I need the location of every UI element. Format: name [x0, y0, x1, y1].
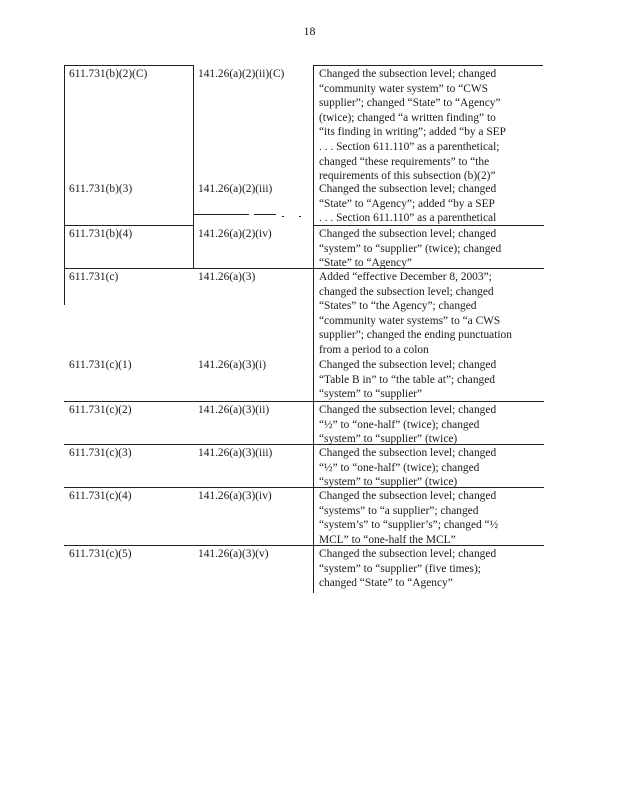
section-cell: 611.731(b)(4) [69, 228, 133, 240]
change-line: “systems” to “a supplier”; changed [319, 504, 479, 517]
change-line: MCL” to “one-half the MCL” [319, 533, 456, 546]
change-line: “system” to “supplier” (twice); changed [319, 242, 502, 255]
section-cell: 611.731(c)(4) [69, 490, 132, 502]
change-line: “system” to “supplier” (twice) [319, 433, 458, 446]
change-line: “Table B in” to “the table at”; changed [319, 373, 495, 386]
change-line: “system” to “supplier” (twice) [319, 476, 458, 489]
federal-cell: 141.26(a)(3) [198, 271, 256, 283]
change-line: “community water systems” to “a CWS [319, 314, 501, 327]
section-cell: 611.731(c)(3) [69, 447, 132, 459]
change-line: Changed the subsection level; changed [319, 68, 497, 80]
change-line: supplier”; changed the ending punctuation [319, 329, 512, 342]
section-cell: 611.731(b)(3) [69, 183, 133, 195]
change-line: Changed the subsection level; changed [319, 447, 497, 459]
change-line: Added “effective December 8, 2003”; [319, 271, 492, 283]
change-line: . . . Section 611.110” as a parenthetical [319, 212, 497, 225]
change-line: Changed the subsection level; changed [319, 548, 497, 560]
page-number: 18 [303, 24, 316, 38]
section-cell: 611.731(b)(2)(C) [69, 68, 148, 80]
federal-cell: 141.26(a)(3)(iii) [198, 447, 273, 459]
change-line: changed “State” to “Agency” [319, 577, 453, 590]
change-line: supplier”; changed “State” to “Agency” [319, 97, 501, 110]
section-cell: 611.731(c)(5) [69, 548, 132, 560]
change-line: Changed the subsection level; changed [319, 404, 497, 416]
change-line: “States” to “the Agency”; changed [319, 300, 477, 313]
federal-cell: 141.26(a)(3)(i) [198, 359, 266, 371]
change-line: “system” to “supplier” [319, 388, 423, 401]
change-line: “State” to “Agency”; added “by a SEP [319, 197, 495, 210]
change-line: “system’s” to “supplier’s”; changed “½ [319, 519, 499, 532]
change-line: “community water system” to “CWS [319, 82, 488, 95]
change-line: (twice); changed “a written finding” to [319, 111, 496, 124]
change-line: Changed the subsection level; changed [319, 228, 497, 240]
change-line: Changed the subsection level; changed [319, 183, 497, 195]
federal-cell: 141.26(a)(3)(v) [198, 548, 269, 560]
change-line: “½” to “one-half” (twice); changed [319, 418, 480, 431]
change-line: Changed the subsection level; changed [319, 359, 497, 371]
change-line: changed the subsection level; changed [319, 285, 494, 298]
change-line: requirements of this subsection (b)(2)” [319, 170, 496, 183]
change-line: “its finding in writing”; added “by a SEP [319, 126, 506, 139]
change-line: “system” to “supplier” (five times); [319, 562, 481, 575]
section-cell: 611.731(c)(1) [69, 359, 132, 371]
change-line: “½” to “one-half” (twice); changed [319, 461, 480, 474]
change-line: Changed the subsection level; changed [319, 490, 497, 502]
section-cell: 611.731(c) [69, 271, 119, 283]
change-line: “State” to “Agency” [319, 257, 412, 270]
federal-cell: 141.26(a)(2)(iii) [198, 183, 273, 195]
change-line: . . . Section 611.110” as a parenthetical; [319, 141, 500, 153]
section-cell: 611.731(c)(2) [69, 404, 132, 416]
federal-cell: 141.26(a)(2)(iv) [198, 228, 272, 240]
change-line: from a period to a colon [319, 344, 429, 356]
federal-cell: 141.26(a)(3)(ii) [198, 404, 270, 416]
federal-cell: 141.26(a)(3)(iv) [198, 490, 272, 502]
change-line: changed “these requirements” to “the [319, 155, 490, 168]
federal-cell: 141.26(a)(2)(ii)(C) [198, 68, 285, 80]
